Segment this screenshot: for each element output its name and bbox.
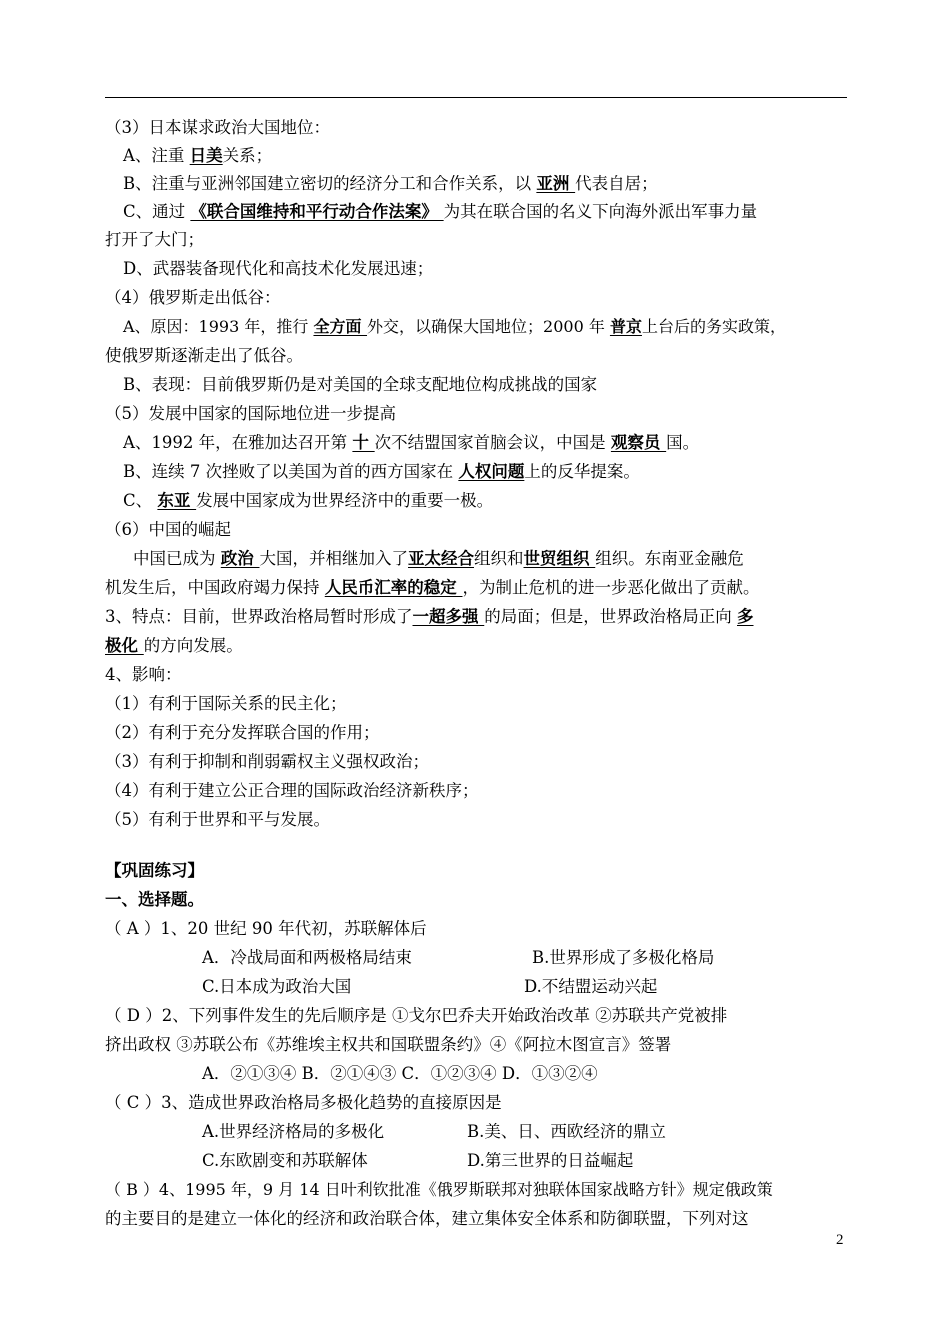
page-number: 2	[836, 1232, 844, 1248]
fill-answer: 亚洲	[536, 174, 576, 193]
option-line: D.不结盟运动兴起	[524, 977, 658, 996]
fill-answer: 《联合国维持和平行动合作法案》	[190, 202, 444, 221]
text-line: （4）有利于建立公正合理的国际政治经济新秩序；	[105, 781, 479, 800]
header-rule	[105, 97, 847, 98]
text-line: A、原因：1993 年，推行 全方面 外交，以确保大国地位；2000 年 普京上台后的务实政策，	[123, 317, 786, 336]
text-line: 使俄罗斯逐渐走出了低谷。	[105, 346, 303, 365]
text-line: 中国已成为 政治 大国，并相继加入了亚太经合组织和世贸组织 组织。东南亚金融危	[133, 549, 744, 568]
fill-answer: 亚太经合	[408, 549, 474, 568]
option-line: D.第三世界的日益崛起	[467, 1151, 634, 1170]
text-line: （5）有利于世界和平与发展。	[105, 810, 330, 829]
option-line: A．冷战局面和两极格局结束	[202, 948, 412, 967]
fill-answer: 十	[352, 433, 375, 452]
fill-answer: 人民币汇率的稳定	[324, 578, 463, 597]
text-line: D、武器装备现代化和高技术化发展迅速；	[123, 259, 434, 278]
text-line: C、 东亚 发展中国家成为世界经济中的重要一极。	[123, 491, 494, 510]
fill-answer: 极化	[105, 636, 144, 655]
text-line: C、通过 《联合国维持和平行动合作法案》 为其在联合国的名义下向海外派出军事力量	[123, 202, 758, 221]
fill-answer: 多	[737, 607, 754, 626]
text-line: B、表现：目前俄罗斯仍是对美国的全球支配地位构成挑战的国家	[123, 375, 598, 394]
fill-answer: 日美	[189, 146, 223, 165]
text-line: 机发生后，中国政府竭力保持 人民币汇率的稳定 ，为制止危机的进一步恶化做出了贡献。	[105, 578, 760, 597]
text-line: （6）中国的崛起	[105, 520, 231, 539]
section-heading: 【巩固练习】	[105, 861, 204, 880]
question-line: 的主要目的是建立一体化的经济和政治联合体，建立集体安全体系和防御联盟，下列对这	[105, 1209, 749, 1228]
question-line: （ C ）3、造成世界政治格局多极化趋势的直接原因是	[105, 1093, 502, 1112]
section-heading: 一、选择题。	[105, 890, 204, 909]
option-line: B.美、日、西欧经济的鼎立	[467, 1122, 666, 1141]
fill-answer: 世贸组织	[523, 549, 596, 568]
question-line: 挤出政权 ③苏联公布《苏维埃主权共和国联盟条约》④《阿拉木图宣言》签署	[105, 1035, 672, 1054]
option-line: A.世界经济格局的多极化	[202, 1122, 385, 1141]
question-line: （ B ）4、1995 年，9 月 14 日叶利钦批准《俄罗斯联邦对独联体国家战略方针》规定俄政策	[105, 1180, 773, 1199]
text-line: 4、影响：	[105, 665, 182, 684]
fill-answer: 观察员	[610, 433, 667, 452]
text-line: （5）发展中国家的国际地位进一步提高	[105, 404, 396, 423]
text-line: （3）有利于抑制和削弱霸权主义强权政治；	[105, 752, 429, 771]
option-line: A．②①③④ B．②①④③ C．①②③④ D．①③②④	[202, 1064, 598, 1083]
text-line: B、注重与亚洲邻国建立密切的经济分工和合作关系，以 亚洲 代表自居；	[123, 174, 658, 193]
fill-answer: 政治	[220, 549, 260, 568]
fill-answer: 普京	[609, 317, 642, 336]
text-line: （2）有利于充分发挥联合国的作用；	[105, 723, 380, 742]
question-line: （ D ）2、下列事件发生的先后顺序是 ①戈尔巴乔夫开始政治改革 ②苏联共产党被排	[105, 1006, 728, 1025]
text-line: A、1992 年，在雅加达召开第 十 次不结盟国家首脑会议，中国是 观察员 国。	[123, 433, 700, 452]
option-line: B.世界形成了多极化格局	[532, 948, 715, 967]
text-line: 打开了大门；	[105, 230, 204, 249]
text-line: 3、特点：目前，世界政治格局暂时形成了一超多强 的局面；但是，世界政治格局正向 多	[105, 607, 754, 626]
option-line: C.东欧剧变和苏联解体	[202, 1151, 368, 1170]
text-line: 极化 的方向发展。	[105, 636, 243, 655]
text-line: （1）有利于国际关系的民主化；	[105, 694, 347, 713]
text-line: （4）俄罗斯走出低谷：	[105, 288, 281, 307]
fill-answer: 全方面	[313, 317, 368, 336]
fill-answer: 一超多强	[412, 607, 485, 626]
fill-answer: 人权问题	[458, 462, 525, 481]
option-line: C.日本成为政治大国	[202, 977, 352, 996]
text-line: B、连续 7 次挫败了以美国为首的西方国家在 人权问题上的反华提案。	[123, 462, 640, 481]
text-line: （3）日本谋求政治大国地位：	[105, 118, 330, 137]
question-line: （ A ）1、20 世纪 90 年代初，苏联解体后	[105, 919, 427, 938]
fill-answer: 东亚	[157, 491, 197, 510]
text-line: A、注重 日美关系；	[123, 146, 273, 165]
